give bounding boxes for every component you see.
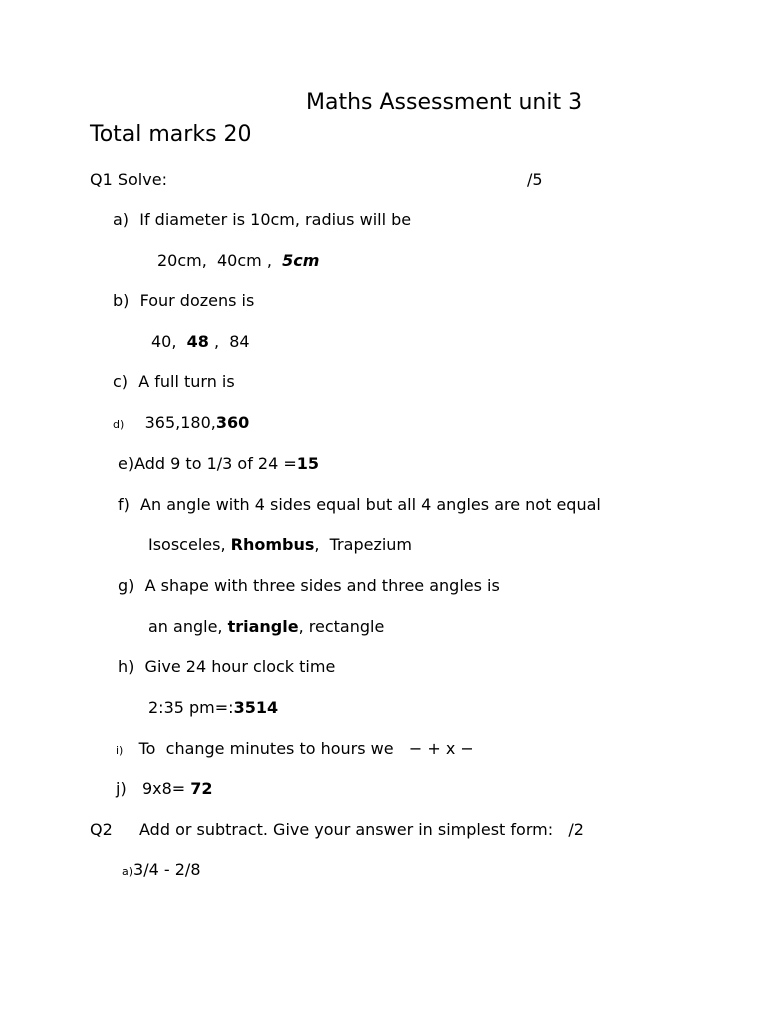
total-marks: Total marks 20 [90,122,252,147]
q1a-answer: 5cm [282,251,320,270]
q1e-line [118,456,319,472]
q1f-options [148,537,412,553]
q1g-question: g) A shape with three sides and three angles is [118,576,500,595]
q1d-answer: 360 [215,413,250,432]
q1f-distractor-1: Isosceles, [148,535,231,554]
q1a-question: a) If diameter is 10cm, radius will be [113,210,412,229]
q1i-question: To change minutes to hours we − + x − [138,739,474,758]
q1b-options [151,334,250,350]
q1f-question: f) An angle with 4 sides equal but all 4 angles are not equal [118,495,601,514]
q1g-options [148,619,384,635]
q1g-distractor-1: an angle, [148,617,228,636]
q2a-line [122,862,201,878]
q1j-answer: 72 [190,779,213,798]
q1g-answer: triangle [227,617,299,636]
q1f-answer: Rhombus [230,535,315,554]
q1h-answer: 3514 [233,698,279,717]
q1h-prompt: 2:35 pm=: [148,698,234,717]
q1e-question: e)Add 9 to 1/3 of 24 = [118,454,297,473]
q1f-distractor-2: , Trapezium [314,535,413,554]
q1-marks: /5 [527,170,543,189]
q1b-question: b) Four dozens is [113,291,255,310]
q1b-answer: 48 [186,332,209,351]
q1-label: Q1 Solve: [90,170,167,189]
q1a-options [157,253,319,269]
q2-label: Q2 [90,820,113,839]
q1a-distractors: 20cm, 40cm , [157,251,283,270]
q1b-distractor-2: , 84 [208,332,250,351]
q1j-question: j) 9x8= [116,779,191,798]
q1g-distractor-2: , rectangle [298,617,385,636]
q1i-line [116,741,474,757]
page-title: Maths Assessment unit 3 [306,90,583,115]
q1c-question: c) A full turn is [113,372,235,391]
q1d-marker: d) [113,418,125,431]
q1e-answer: 15 [296,454,320,473]
q1h-question: h) Give 24 hour clock time [118,657,336,676]
q1b-distractor-1: 40, [151,332,187,351]
q1d-options [113,415,249,431]
q1j-line [116,781,213,797]
q2a-expression: 3/4 - 2/8 [133,860,201,879]
q2a-marker: a) [122,865,134,878]
q1i-marker: i) [116,744,124,757]
q1d-distractors: 365,180, [144,413,216,432]
q2-instructions: Add or subtract. Give your answer in simplest form: /2 [139,820,584,839]
q1h-answer-line [148,700,278,716]
